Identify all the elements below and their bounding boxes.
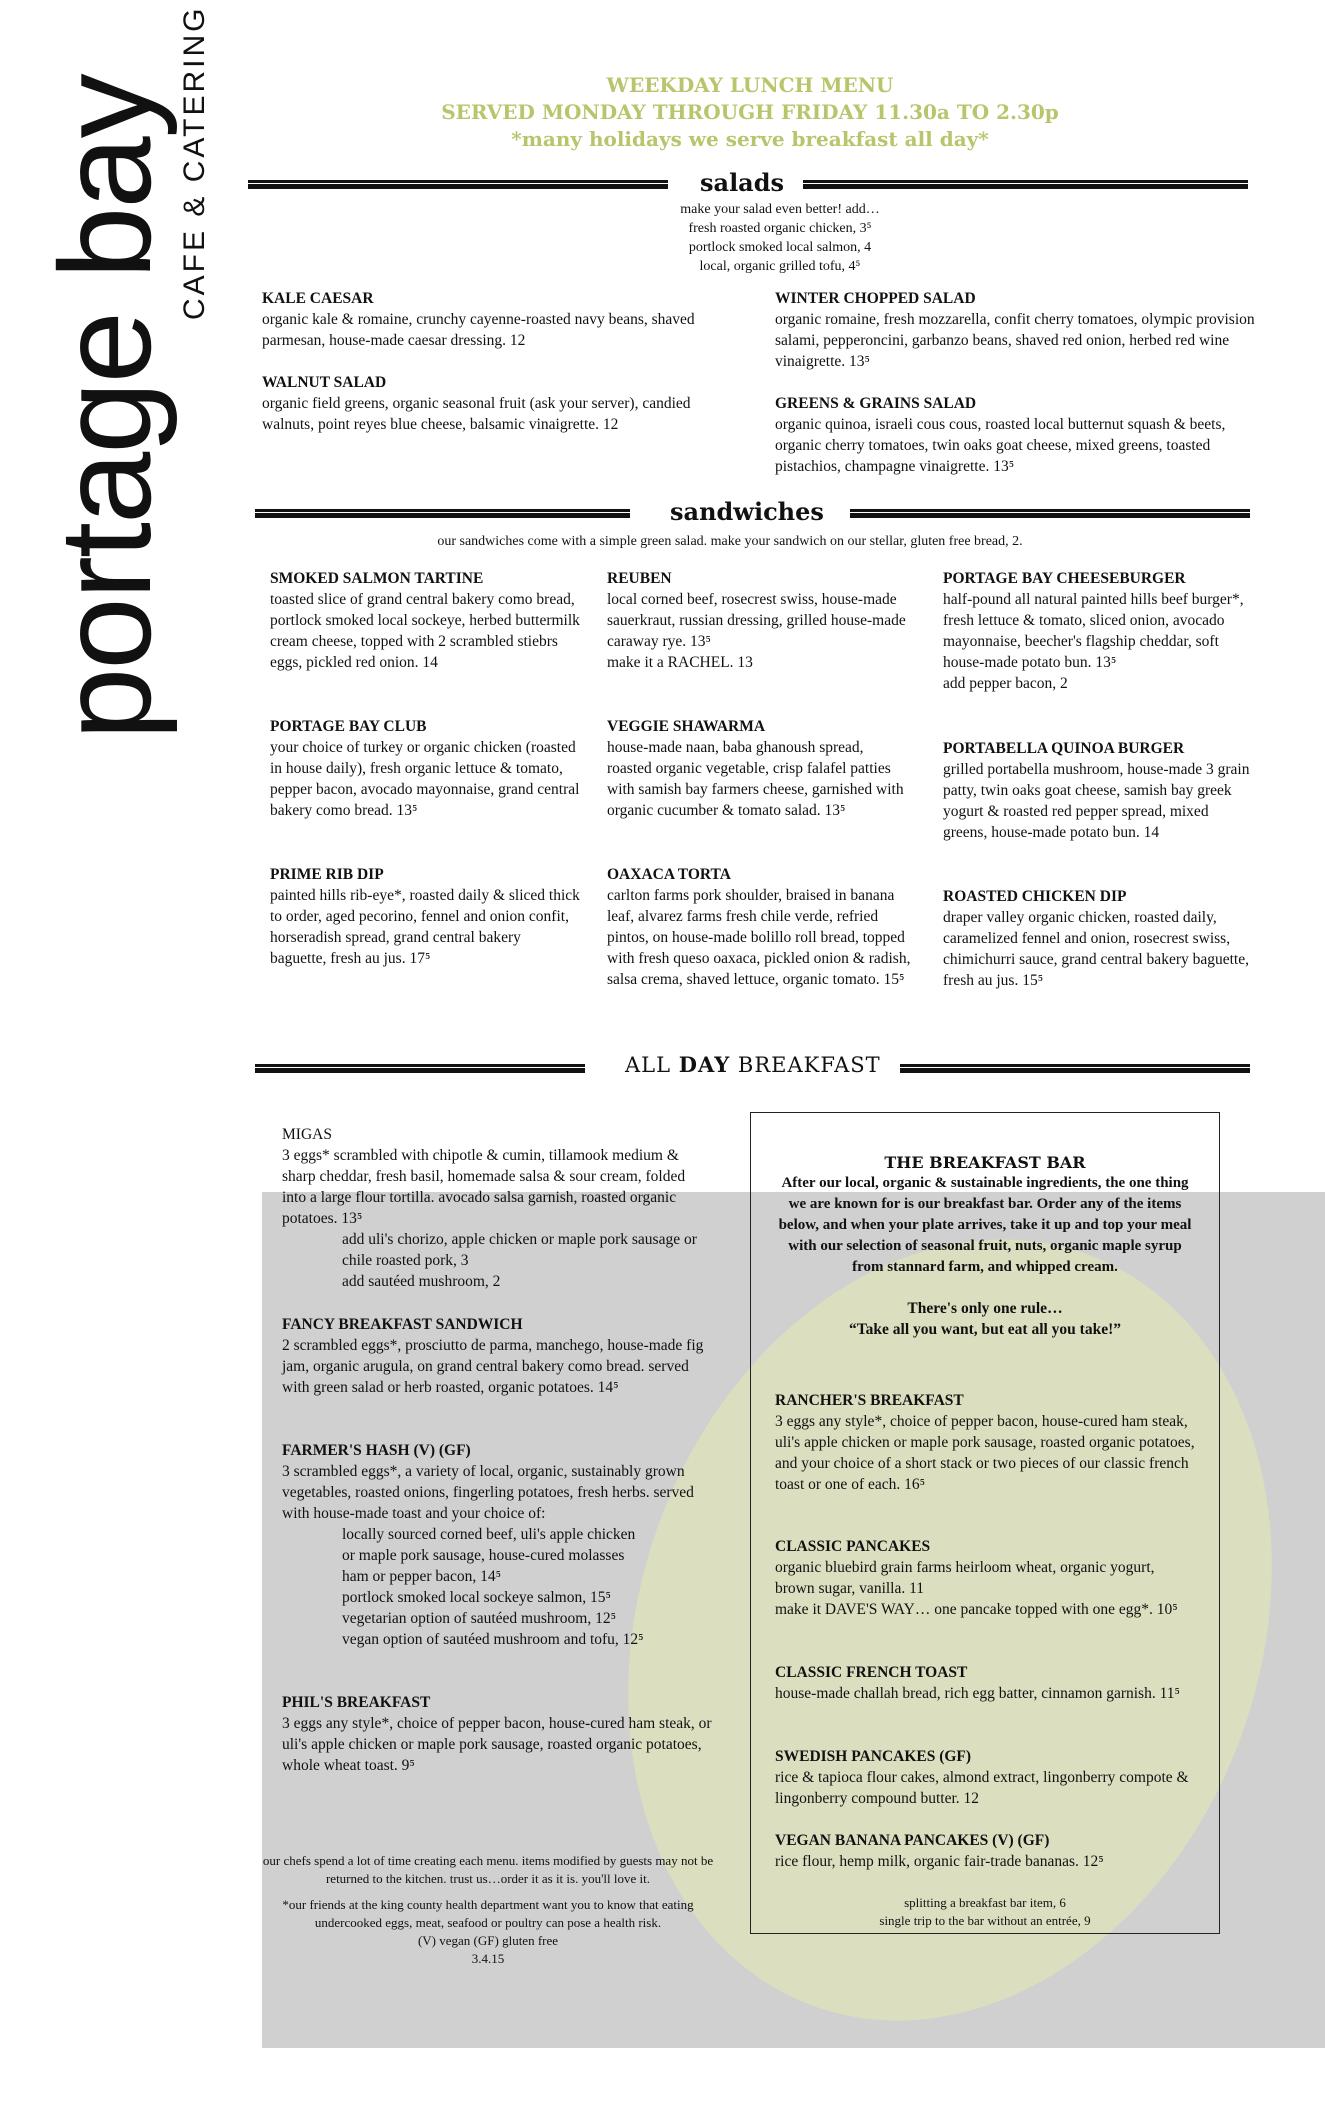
item-extra: make it DAVE'S WAY… one pancake topped with one egg*. 10⁵ [775, 1601, 1178, 1618]
item-description: toasted slice of grand central bakery como bread, portlock smoked local sockeye, herbed buttermilk cream cheese, topped with 2 scrambled stiebrs eggs, pickled red onion. 14 [270, 591, 580, 671]
divider-rule [803, 180, 1248, 189]
menu-item [775, 393, 1255, 477]
item-title: PRIME RIB DIP [270, 866, 384, 883]
item-description: half-pound all natural painted hills beef burger*, fresh lettuce & tomato, sliced onion, avocado mayonnaise, beecher's flagship cheddar, soft house-made potato bun. 13⁵ [943, 591, 1244, 671]
item-option: locally sourced corned beef, uli's apple chicken or maple pork sausage, house-cured molasses ham or pepper bacon, 14⁵ [342, 1526, 636, 1585]
menu-item [775, 288, 1255, 372]
menu-item [270, 568, 580, 673]
breakfast-bar-title: THE BREAKFAST BAR [884, 1153, 1086, 1172]
item-description: draper valley organic chicken, roasted daily, caramelized fennel and onion, rosecrest swiss, chimichurri sauce, grand central bakery baguette, fresh au jus. 15⁵ [943, 909, 1249, 989]
divider-rule [255, 1064, 585, 1073]
item-title: WINTER CHOPPED SALAD [775, 290, 976, 307]
brand-subtitle: CAFE & CATERING [178, 5, 211, 320]
salad-addons [520, 200, 1040, 276]
salads-title: salads [700, 168, 785, 197]
item-description: 3 eggs* scrambled with chipotle & cumin, tillamook medium & sharp cheddar, fresh basil, homemade salsa & sour cream, folded into a large flour tortilla. avocado salsa garnish, roasted organic potatoes. 13⁵ [282, 1147, 686, 1227]
menu-item [607, 716, 912, 821]
item-description: organic kale & romaine, crunchy cayenne-roasted navy beans, shaved parmesan, house-made caesar dressing. 12 [262, 311, 695, 349]
item-description: 3 eggs any style*, choice of pepper bacon, house-cured ham steak, uli's apple chicken or maple pork sausage, roasted organic potatoes, and your choice of a short stack or two pieces of our classic french toast or one of each. 16⁵ [775, 1413, 1195, 1493]
divider-rule [248, 180, 668, 189]
item-title: SMOKED SALMON TARTINE [270, 570, 484, 587]
footer-notes [258, 1852, 718, 1968]
menu-item [775, 1830, 1195, 1872]
breakfast-title-bold: DAY [678, 1052, 731, 1077]
menu-item [282, 1314, 712, 1398]
brand-name: portage bay [32, 75, 178, 740]
breakfast-bar-intro: After our local, organic & sustainable ingredients, the one thing we are known for is our breakfast bar. Order any of the items below, and when your plate arrives, take it up and top your meal with our selection of seasonal fruit, nuts, organic maple syrup from stannard farm, and whipped cream. [778, 1175, 1192, 1275]
item-title: REUBEN [607, 570, 672, 587]
item-title: CLASSIC FRENCH TOAST [775, 1664, 968, 1681]
item-description: carlton farms pork shoulder, braised in banana leaf, alvarez farms fresh chile verde, refried pintos, on house-made bolillo roll bread, topped with fresh queso oaxaca, pickled onion & radish, salsa crema, shaved lettuce, organic tomato. 15⁵ [607, 887, 911, 988]
footer-note: *our friends at the king county health department want you to know that eating undercooked eggs, meat, seafood or poultry can pose a health risk. [282, 1897, 694, 1930]
breakfast-title-pre: ALL [625, 1053, 672, 1077]
breakfast-title-post: BREAKFAST [737, 1053, 881, 1077]
menu-item [775, 1390, 1195, 1495]
item-description: organic field greens, organic seasonal fruit (ask your server), candied walnuts, point reyes blue cheese, balsamic vinaigrette. 12 [262, 395, 691, 433]
menu-item [775, 1746, 1195, 1809]
item-option: add uli's chorizo, apple chicken or maple pork sausage or chile roasted pork, 3 [342, 1231, 697, 1269]
menu-item [607, 864, 912, 990]
header-line-2: SERVED MONDAY THROUGH FRIDAY 11.30a TO 2.30p [441, 100, 1059, 124]
header-line-1: WEEKDAY LUNCH MENU [606, 73, 894, 97]
divider-rule [850, 509, 1250, 518]
salad-addon: portlock smoked local salmon, 4 [688, 240, 872, 255]
salad-addons-intro: make your salad even better! add… [680, 202, 880, 217]
breakfast-bar-footer-line: single trip to the bar without an entrée, 9 [879, 1913, 1091, 1928]
item-description: 2 scrambled eggs*, prosciutto de parma, manchego, house-made fig jam, organic arugula, on grand central bakery como bread. served with green salad or herb roasted, organic potatoes. 14⁵ [282, 1337, 704, 1396]
item-description: 3 scrambled eggs*, a variety of local, organic, sustainably grown vegetables, roasted onions, fingerling potatoes, fresh herbs. served with house-made toast and your choice of: [282, 1463, 694, 1522]
item-title: SWEDISH PANCAKES (GF) [775, 1748, 972, 1765]
breakfast-heading [255, 1052, 1255, 1082]
sandwiches-heading [255, 497, 1255, 527]
item-title: PHIL'S BREAKFAST [282, 1694, 431, 1711]
salad-addon: local, organic grilled tofu, 4⁵ [699, 259, 861, 274]
item-description: grilled portabella mushroom, house-made 3 grain patty, twin oaks goat cheese, samish bay greek yogurt & roasted red pepper spread, mixed greens, house-made potato bun. 14 [943, 761, 1250, 841]
item-extra: make it a RACHEL. 13 [607, 654, 753, 671]
header-line-3: *many holidays we serve breakfast all day* [511, 127, 989, 151]
item-title: GREENS & GRAINS SALAD [775, 395, 977, 412]
breakfast-bar-footer-line: splitting a breakfast bar item, 6 [904, 1895, 1066, 1910]
menu-item [282, 1692, 712, 1776]
salad-addon: fresh roasted organic chicken, 3⁵ [688, 221, 872, 236]
breakfast-bar-rule-2: “Take all you want, but eat all you take!” [849, 1321, 1121, 1338]
menu-item [943, 738, 1253, 843]
menu-item [270, 864, 580, 969]
item-description: local corned beef, rosecrest swiss, house-made sauerkraut, russian dressing, grilled house-made caraway rye. 13⁵ [607, 591, 906, 650]
item-title: RANCHER'S BREAKFAST [775, 1392, 964, 1409]
menu-item [943, 886, 1253, 991]
menu-item [943, 568, 1253, 694]
item-option: vegan option of sautéed mushroom and tofu, 12⁵ [342, 1631, 644, 1648]
item-option: portlock smoked local sockeye salmon, 15⁵ [342, 1589, 611, 1606]
brand-logo [32, 0, 260, 740]
item-option: vegetarian option of sautéed mushroom, 12⁵ [342, 1610, 617, 1627]
menu-item [775, 1536, 1195, 1620]
item-option: add sautéed mushroom, 2 [342, 1273, 501, 1290]
item-description: rice & tapioca flour cakes, almond extract, lingonberry compote & lingonberry compound butter. 12 [775, 1769, 1189, 1807]
footer-note: 3.4.15 [471, 1951, 505, 1966]
item-description: organic quinoa, israeli cous cous, roasted local butternut squash & beets, organic cherry tomatoes, twin oaks goat cheese, mixed greens, toasted pistachios, champagne vinaigrette. 13⁵ [775, 416, 1226, 475]
item-title: PORTABELLA QUINOA BURGER [943, 740, 1185, 757]
breakfast-bar-rule-1: There's only one rule… [907, 1300, 1063, 1317]
item-title: PORTAGE BAY CLUB [270, 718, 427, 735]
item-description: rice flour, hemp milk, organic fair-trade bananas. 12⁵ [775, 1853, 1104, 1870]
item-title: CLASSIC PANCAKES [775, 1538, 931, 1555]
sandwiches-title: sandwiches [670, 497, 824, 526]
item-title: VEGAN BANANA PANCAKES (V) (GF) [775, 1832, 1050, 1849]
item-title: WALNUT SALAD [262, 374, 387, 391]
menu-item [775, 1662, 1195, 1704]
sandwiches-note: our sandwiches come with a simple green salad. make your sandwich on our stellar, gluten free bread, 2. [437, 534, 1023, 549]
item-description: house-made challah bread, rich egg batter, cinnamon garnish. 11⁵ [775, 1685, 1180, 1702]
item-title: FANCY BREAKFAST SANDWICH [282, 1316, 523, 1333]
menu-item [270, 716, 580, 821]
divider-rule [255, 509, 630, 518]
salads-heading [248, 168, 1248, 198]
menu-item [607, 568, 912, 673]
footer-note: (V) vegan (GF) gluten free [417, 1933, 559, 1948]
item-title: VEGGIE SHAWARMA [607, 718, 766, 735]
item-title: MIGAS [282, 1126, 332, 1143]
breakfast-title [625, 1052, 881, 1077]
item-description: painted hills rib-eye*, roasted daily & sliced thick to order, aged pecorino, fennel and onion confit, horseradish spread, grand central bakery baguette, fresh au jus. 17⁵ [270, 887, 580, 967]
breakfast-bar-header [775, 1152, 1195, 1340]
breakfast-bar-footer [775, 1894, 1195, 1930]
item-description: house-made naan, baba ghanoush spread, roasted organic vegetable, crisp falafel patties with samish bay farmers cheese, garnished with organic cucumber & tomato salad. 13⁵ [607, 739, 904, 819]
divider-rule [900, 1064, 1250, 1073]
menu-header [400, 72, 1100, 153]
footer-note: our chefs spend a lot of time creating each menu. items modified by guests may not be returned to the kitchen. trust us…order it as it is. you'll love it. [262, 1853, 714, 1886]
menu-item [262, 372, 737, 435]
item-title: ROASTED CHICKEN DIP [943, 888, 1127, 905]
item-description: your choice of turkey or organic chicken (roasted in house daily), fresh organic lettuce & tomato, pepper bacon, avocado mayonnaise, grand central bakery como bread. 13⁵ [270, 739, 580, 819]
item-title: PORTAGE BAY CHEESEBURGER [943, 570, 1186, 587]
menu-item [262, 288, 737, 351]
item-description: 3 eggs any style*, choice of pepper bacon, house-cured ham steak, or uli's apple chicken or maple pork sausage, roasted organic potatoes, whole wheat toast. 9⁵ [282, 1715, 712, 1774]
item-title: OAXACA TORTA [607, 866, 731, 883]
item-title: KALE CAESAR [262, 290, 374, 307]
item-description: organic romaine, fresh mozzarella, confit cherry tomatoes, olympic provision salami, pepperoncini, garbanzo beans, shaved red onion, herbed red wine vinaigrette. 13⁵ [775, 311, 1255, 370]
item-extra: add pepper bacon, 2 [943, 675, 1068, 692]
item-description: organic bluebird grain farms heirloom wheat, organic yogurt, brown sugar, vanilla. 11 [775, 1559, 1155, 1597]
menu-item [282, 1440, 722, 1650]
item-title: FARMER'S HASH (V) (GF) [282, 1442, 471, 1459]
menu-item [282, 1124, 712, 1292]
